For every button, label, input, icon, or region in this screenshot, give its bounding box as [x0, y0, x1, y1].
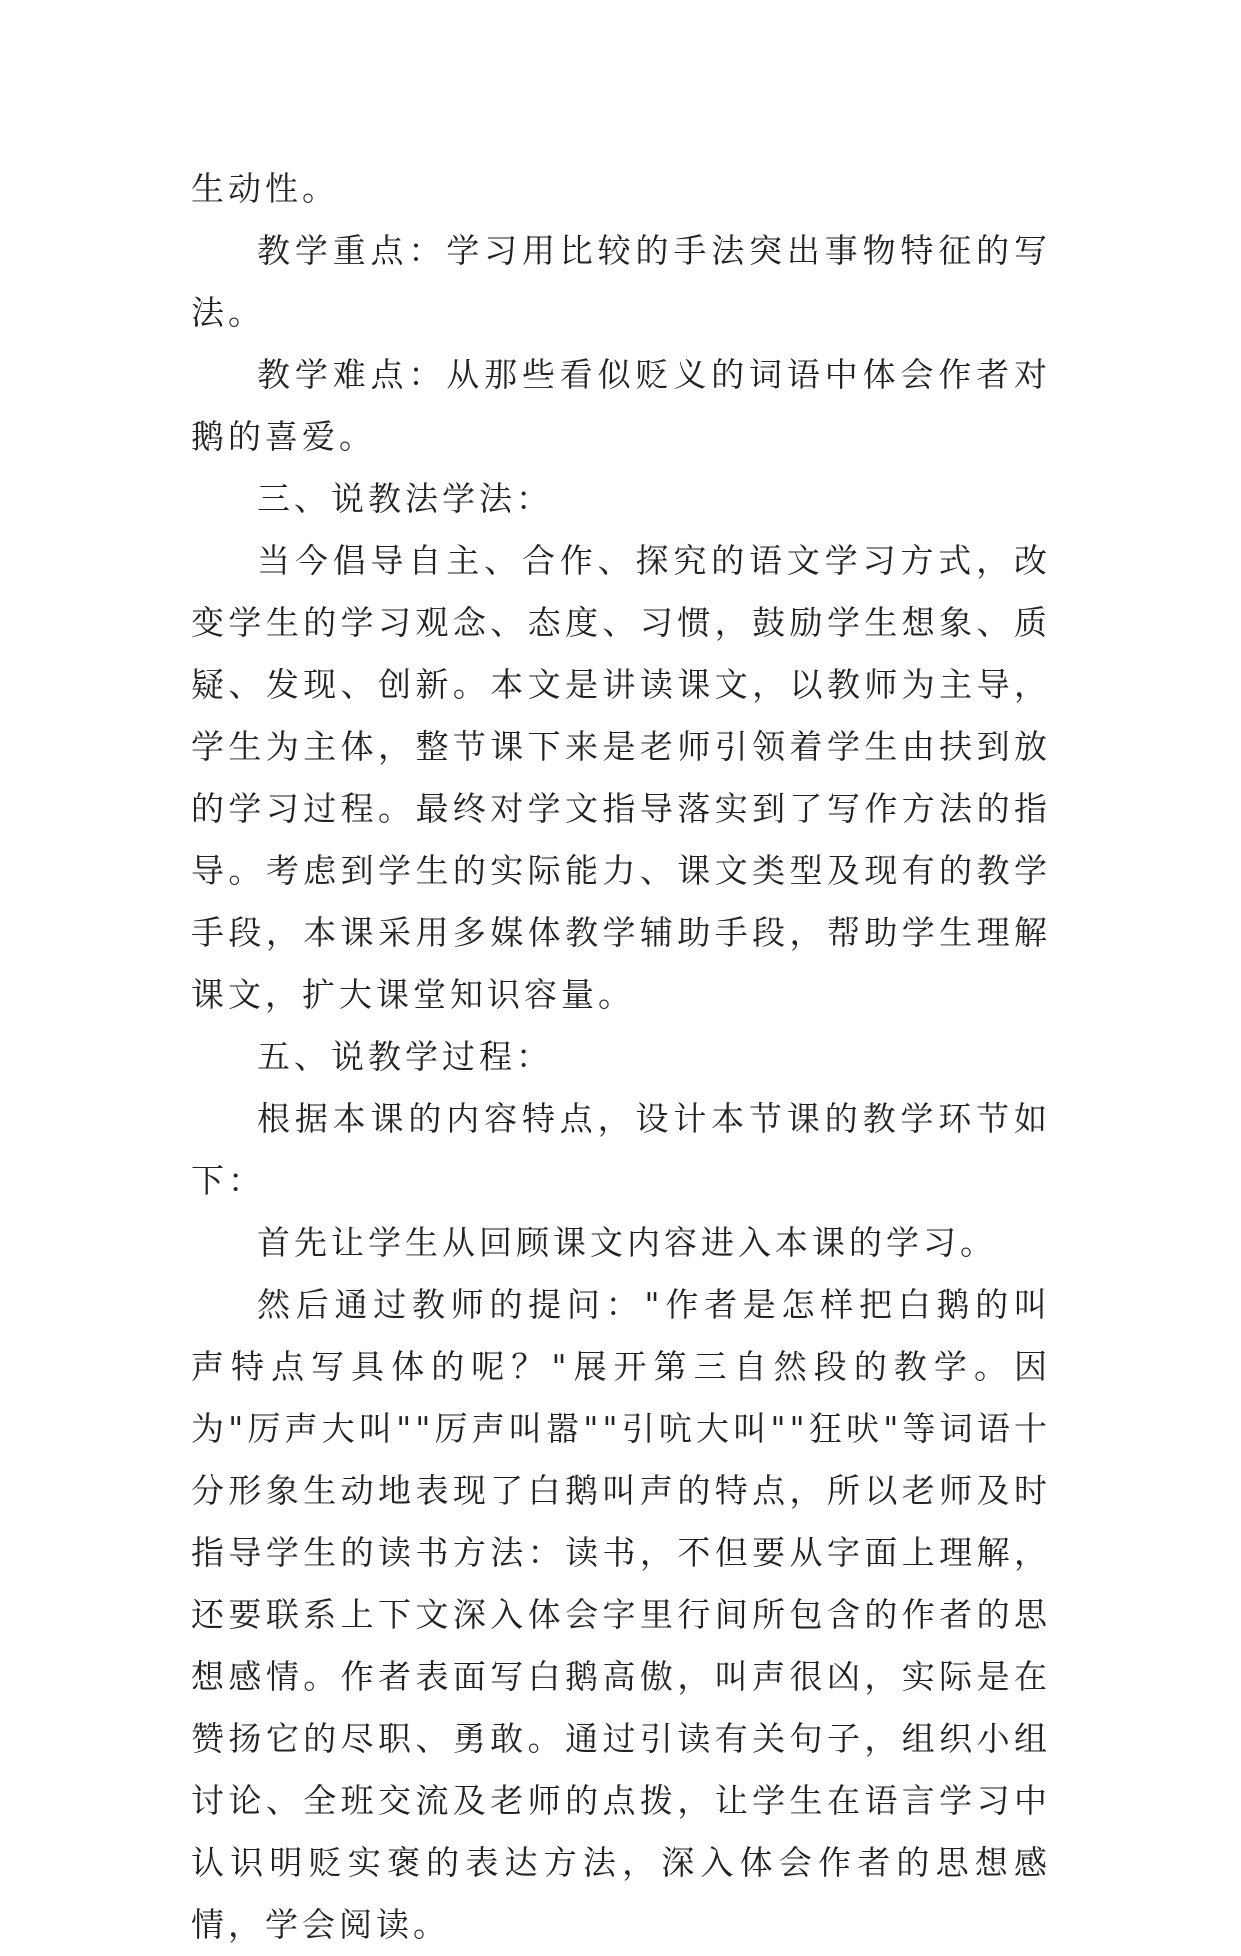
paragraph-continuation: 生动性。 — [191, 169, 339, 208]
section-heading-process: 五、说教学过程： — [257, 1037, 553, 1076]
section-heading-methods: 三、说教法学法： — [257, 479, 553, 518]
paragraph-methods: 当今倡导自主、合作、探究的语文学习方式，改变学生的学习观念、态度、习惯，鼓励学生想象、质疑、发现、创新。本文是讲读课文，以教师为主导，学生为主体，整节课下来是老师引领着学生由扶到放的学习过程。最终对学文指导落实到了写作方法的指导。考虑到学生的实际能力、课文类型及现有的教学手段，本课采用多媒体教学辅助手段，帮助学生理解课文，扩大课堂知识容量。 — [191, 541, 1051, 1014]
paragraph-teaching-difficulty: 教学难点：从那些看似贬义的词语中体会作者对鹅的喜爱。 — [191, 355, 1051, 456]
document-body — [191, 158, 1051, 1956]
paragraph-teaching-focus: 教学重点：学习用比较的手法突出事物特征的写法。 — [191, 231, 1051, 332]
paragraph-process-step-1: 首先让学生从回顾课文内容进入本课的学习。 — [257, 1223, 997, 1262]
paragraph-process-intro: 根据本课的内容特点，设计本节课的教学环节如下： — [191, 1099, 1051, 1200]
paragraph-process-step-2: 然后通过教师的提问："作者是怎样把白鹅的叫声特点写具体的呢？"展开第三自然段的教学。因为"厉声大叫""厉声叫嚣""引吭大叫""狂吠"等词语十分形象生动地表现了白鹅叫声的特点，所以老师及时指导学生的读书方法：读书，不但要从字面上理解，还要联系上下文深入体会字里行间所包含的作者的思想感情。作者表面写白鹅高傲，叫声很凶，实际是在赞扬它的尽职、勇敢。通过引读有关句子，组织小组讨论、全班交流及老师的点拨，让学生在语言学习中认识明贬实褒的表达方法，深入体会作者的思想感情，学会阅读。 — [191, 1285, 1051, 1944]
